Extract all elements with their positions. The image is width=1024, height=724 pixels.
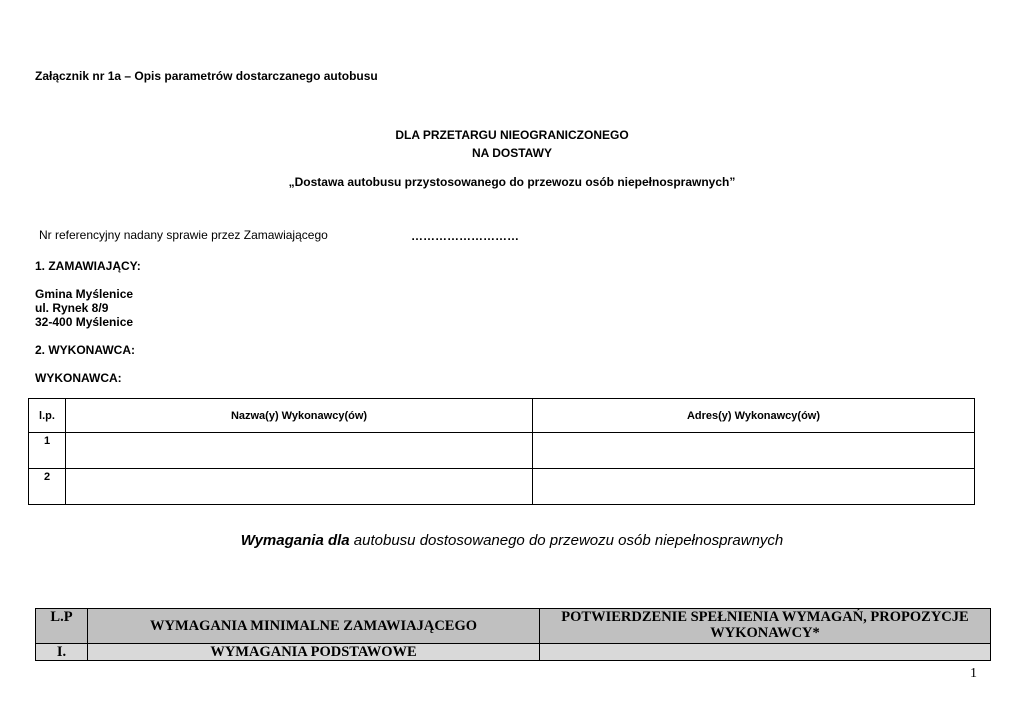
table-header-row: [36, 609, 991, 644]
requirement-cell: WYMAGANIA PODSTAWOWE: [88, 644, 540, 661]
column-header-lp: L.P: [36, 609, 88, 644]
reference-value: ………………………: [411, 229, 519, 243]
column-header-address: Adres(y) Wykonawcy(ów): [533, 399, 975, 433]
reference-label: Nr referencyjny nadany sprawie przez Zamawiającego: [39, 228, 328, 242]
tender-type: [0, 126, 1024, 162]
address-line-street: ul. Rynek 8/9: [35, 301, 109, 315]
requirements-table: [35, 608, 991, 661]
contractor-name-cell[interactable]: [66, 433, 533, 469]
address-line-city: 32-400 Myślenice: [35, 315, 134, 329]
section-1-heading: 1. ZAMAWIAJĄCY:: [35, 259, 141, 273]
tender-type-line-1: DLA PRZETARGU NIEOGRANICZONEGO: [395, 128, 629, 142]
table-header-row: [29, 399, 975, 433]
contractor-address-cell[interactable]: [533, 469, 975, 505]
row-lp: I.: [36, 644, 88, 661]
requirements-heading-rest: autobusu dostosowanego do przewozu osób niepełnosprawnych: [349, 532, 784, 549]
contracting-authority-address: [35, 287, 133, 329]
row-lp: 1: [29, 433, 66, 469]
contractor-name-cell[interactable]: [66, 469, 533, 505]
page-number: 1: [970, 666, 977, 681]
column-header-name: Nazwa(y) Wykonawcy(ów): [66, 399, 533, 433]
tender-type-line-2: NA DOSTAWY: [472, 146, 552, 160]
table-row: [36, 644, 991, 661]
contractor-label: WYKONAWCA:: [35, 371, 122, 385]
confirmation-cell[interactable]: [540, 644, 991, 661]
section-2-heading: 2. WYKONAWCA:: [35, 343, 135, 357]
contractors-table: [28, 398, 975, 505]
address-line-name: Gmina Myślenice: [35, 287, 134, 301]
requirements-heading: [0, 532, 1024, 549]
column-header-minimum-requirements: WYMAGANIA MINIMALNE ZAMAWIAJĄCEGO: [88, 609, 540, 644]
attachment-title: Załącznik nr 1a – Opis parametrów dostarczanego autobusu: [35, 69, 378, 83]
table-row: [29, 433, 975, 469]
requirements-heading-bold: Wymagania dla: [240, 532, 350, 549]
tender-title: „Dostawa autobusu przystosowanego do przewozu osób niepełnosprawnych”: [288, 175, 736, 189]
contractor-address-cell[interactable]: [533, 433, 975, 469]
row-lp: 2: [29, 469, 66, 505]
table-row: [29, 469, 975, 505]
column-header-confirmation: POTWIERDZENIE SPEŁNIENIA WYMAGAŃ, PROPOZYCJE WYKONAWCY*: [540, 609, 991, 644]
column-header-lp: l.p.: [29, 399, 66, 433]
